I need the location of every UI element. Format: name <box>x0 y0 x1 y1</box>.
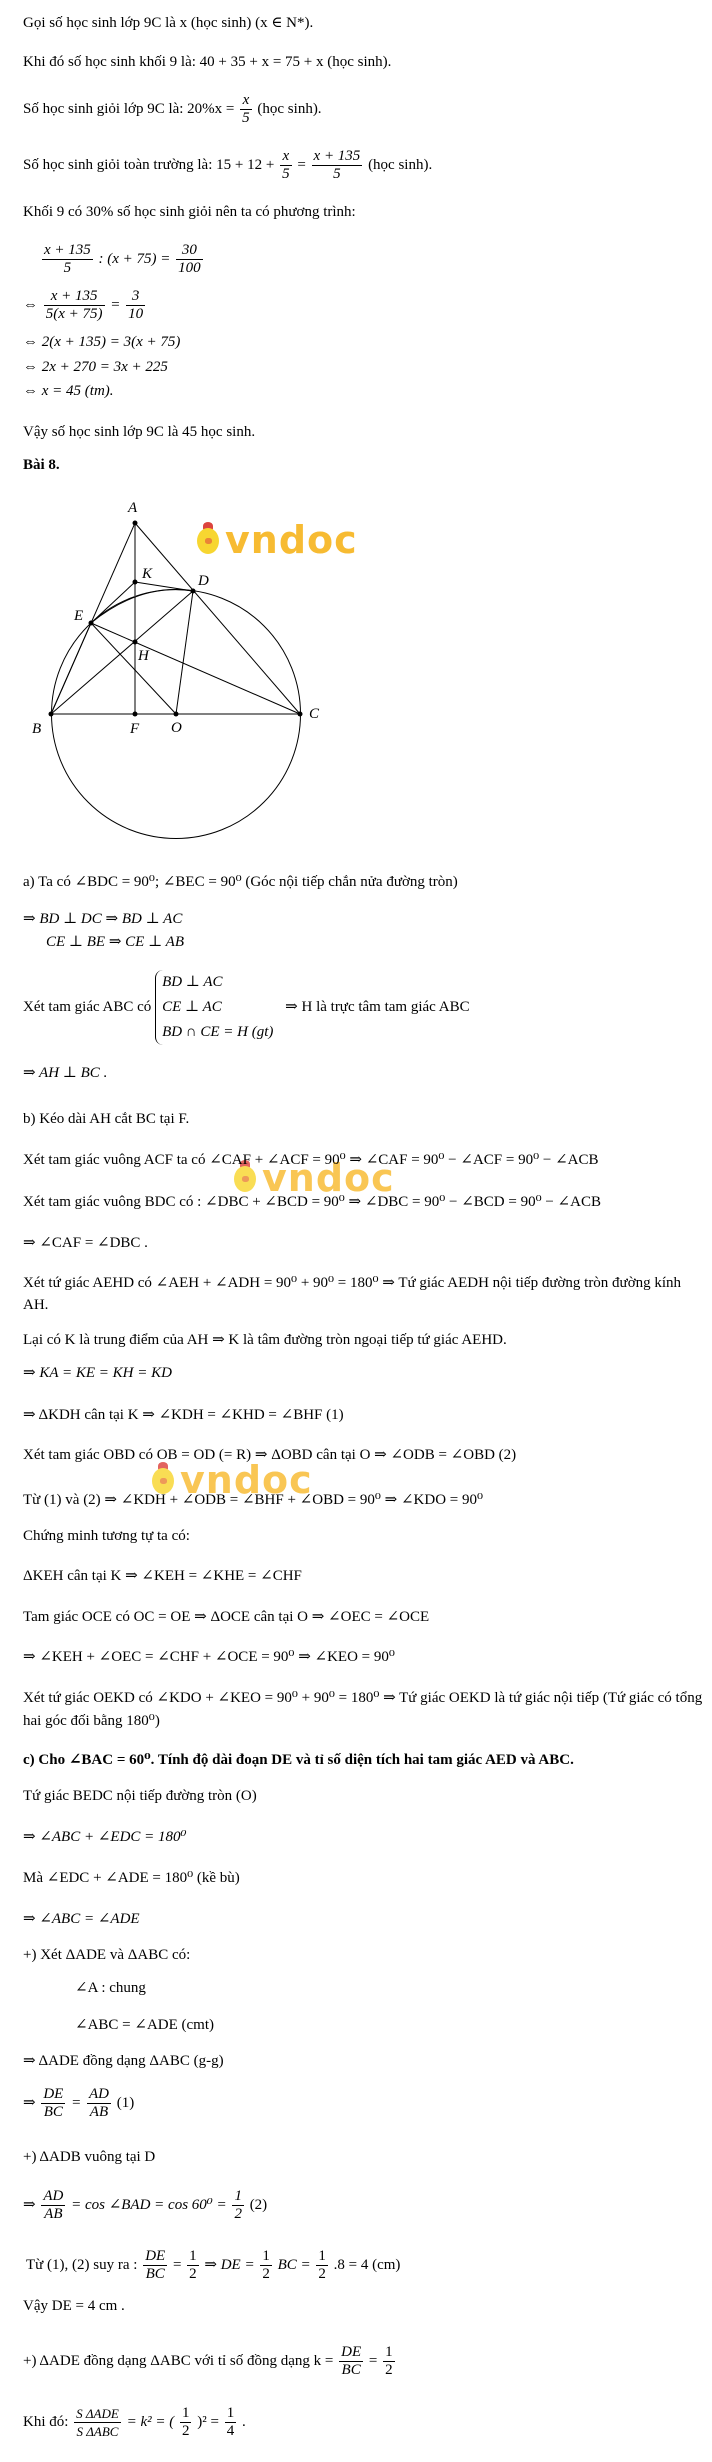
equation: ⇔ $\frac{x + 135}{5(x + 75)}$ = $\frac{3}{10}$ <box>23 288 144 322</box>
text-line: Xét tam giác OBD có OB = OD (= R) ⇒ ΔOBD cân tại O ⇒ ∠ODB = ∠OBD (2) <box>23 1447 517 1463</box>
text-line: Từ (1) và (2) ⇒ ∠KDH + ∠ODB = ∠BHF + ∠OBD = 90⁰ ⇒ ∠KDO = 90⁰ <box>23 1492 483 1508</box>
text-line: ⇒ ∠KEH + ∠OEC = ∠CHF + ∠OCE = 90⁰ ⇒ ∠KEO = 90⁰ <box>23 1649 395 1665</box>
conclusion: Vậy số học sinh lớp 9C là 45 học sinh. <box>23 424 256 440</box>
chicken-mascot-icon <box>195 522 225 558</box>
text-line: AH. <box>23 1297 49 1313</box>
text-line: b) Kéo dài AH cắt BC tại F. <box>23 1111 190 1127</box>
vndoc-watermark: vndoc <box>195 522 358 558</box>
equation: ⇒ BD ⊥ DC ⇒ BD ⊥ AC <box>23 911 183 927</box>
equation: ⇒ ∠ABC + ∠EDC = 180⁰ <box>23 1829 187 1845</box>
text-line: Khi đó số học sinh khối 9 là: 40 + 35 + x = 75 + x (học sinh). <box>23 54 392 70</box>
label-B: B <box>32 721 42 737</box>
equation: +) ΔADE đồng dạng ΔABC với tỉ số đồng dạng k = $\frac{DE}{BC}$ = $\frac{1}{2}$ <box>23 2344 393 2378</box>
text-line: Số học sinh giỏi lớp 9C là: 20%x = $\frac{x}{5}$ (học sinh). <box>23 92 322 126</box>
text-line: ⇒ ΔADE đồng dạng ΔABC (g-g) <box>23 2053 224 2069</box>
text-line: Tứ giác BEDC nội tiếp đường tròn (O) <box>23 1788 257 1804</box>
text-line: Tam giác OCE có OC = OE ⇒ ΔOCE cân tại O ⇒ ∠OEC = ∠OCE <box>23 1609 430 1625</box>
text-line: Số học sinh giỏi toàn trường là: 15 + 12 + $\frac{x}{5}$ = $\frac{x + 135}{5}$ (học sinh). <box>23 148 433 182</box>
equation: ⇒ AH ⊥ BC . <box>23 1065 108 1081</box>
text-line: ⇒ ΔKDH cân tại K ⇒ ∠KDH = ∠KHD = ∠BHF (1) <box>23 1407 344 1423</box>
text-line: Lại có K là trung điểm của AH ⇒ K là tâm đường tròn ngoại tiếp tứ giác AEHD. <box>23 1332 507 1348</box>
text-line: +) ΔADB vuông tại D <box>23 2149 156 2165</box>
equation: ⇔ 2(x + 135) = 3(x + 75) <box>23 334 181 350</box>
label-O: O <box>171 720 182 736</box>
equation: ⇔ 2x + 270 = 3x + 225 <box>23 359 168 375</box>
text-line: ∠ABC = ∠ADE (cmt) <box>75 2017 214 2033</box>
label-F: F <box>130 721 140 737</box>
equation-system: BD ⊥ AC CE ⊥ AC BD ∩ CE = H (gt) <box>155 970 273 1045</box>
label-D: D <box>198 573 209 589</box>
equation: Khi đó: $\frac{\text{S ΔADE}}{\text{S ΔABC}}$ = k² = ( $\frac{1}{2}$ )² = $\frac{1}{4}$ . <box>23 2405 246 2439</box>
label-E: E <box>74 608 84 624</box>
text-line: Chứng minh tương tự ta có: <box>23 1528 190 1544</box>
text-line: +) Xét ΔADE và ΔABC có: <box>23 1947 191 1963</box>
problem-title: Bài 8. <box>23 457 60 473</box>
equation: CE ⊥ BE ⇒ CE ⊥ AB <box>46 934 184 950</box>
text-line: Gọi số học sinh lớp 9C là x (học sinh) (x ∈ N*). <box>23 15 314 31</box>
text-line: ∠A : chung <box>75 1980 146 1996</box>
label-C: C <box>309 706 320 722</box>
vndoc-watermark: vndoc <box>150 1462 313 1498</box>
fraction: $\frac{x}{5}$ <box>242 92 250 126</box>
equation: $\frac{x + 135}{5}$ : (x + 75) = $\frac{30}{100}$ <box>44 242 201 276</box>
fraction: $\frac{x}{5}$ <box>282 148 290 182</box>
equation: ⇒ $\frac{AD}{AB}$ = cos ∠BAD = cos 60⁰ = $\frac{1}{2}$ (2) <box>23 2188 268 2222</box>
text-line: a) Ta có ∠BDC = 90⁰; ∠BEC = 90⁰ (Góc nội tiếp chắn nửa đường tròn) <box>23 874 458 890</box>
text-line: Xét tam giác vuông ACF ta có ∠CAF + ∠ACF = 90⁰ ⇒ ∠CAF = 90⁰ − ∠ACF = 90⁰ − ∠ACB <box>23 1152 599 1168</box>
label-A: A <box>128 500 138 516</box>
equation: ⇒ ∠ABC = ∠ADE <box>23 1911 140 1927</box>
text-line: ⇒ ∠CAF = ∠DBC . <box>23 1235 148 1251</box>
part-c-heading: c) Cho ∠BAC = 60⁰. Tính độ dài đoạn DE và tỉ số diện tích hai tam giác AED và ABC. <box>23 1752 574 1768</box>
label-H: H <box>138 648 149 664</box>
label-K: K <box>142 566 153 582</box>
text-line: ΔKEH cân tại K ⇒ ∠KEH = ∠KHE = ∠CHF <box>23 1568 302 1584</box>
fraction: $\frac{x + 135}{5}$ <box>313 148 361 182</box>
text-line: Khối 9 có 30% số học sinh giỏi nên ta có phương trình: <box>23 204 356 220</box>
text-line: Mà ∠EDC + ∠ADE = 180⁰ (kề bù) <box>23 1870 240 1886</box>
text-line: hai góc đối bằng 180⁰) <box>23 1713 160 1729</box>
text-line: Xét tứ giác OEKD có ∠KDO + ∠KEO = 90⁰ + 90⁰ = 180⁰ ⇒ Tứ giác OEKD là tứ giác nội tiếp (Tứ giác có tổng <box>23 1690 703 1706</box>
system-line: Xét tam giác ABC có BD ⊥ AC CE ⊥ AC BD ∩ CE = H (gt) ⇒ H là trực tâm tam giác ABC <box>23 970 470 1045</box>
text-line: Vậy DE = 4 cm . <box>23 2298 125 2314</box>
equation: ⇔ x = 45 (tm). <box>23 383 114 399</box>
vndoc-watermark: vndoc <box>232 1160 395 1196</box>
text-line: Xét tứ giác AEHD có ∠AEH + ∠ADH = 90⁰ + 90⁰ = 180⁰ ⇒ Tứ giác AEDH nội tiếp đường tròn đường kính <box>23 1275 682 1291</box>
equation: ⇒ $\frac{DE}{BC}$ = $\frac{AD}{AB}$ (1) <box>23 2086 135 2120</box>
text: Số học sinh giỏi lớp 9C là: 20%x = <box>23 100 235 117</box>
equation: ⇒ KA = KE = KH = KD <box>23 1365 172 1381</box>
equation: Từ (1), (2) suy ra : $\frac{DE}{BC}$ = $\frac{1}{2}$ ⇒ DE = $\frac{1}{2}$ BC = $\frac{1}{2}$ .8 = 4 (cm) <box>26 2248 401 2282</box>
text-line: Xét tam giác vuông BDC có : ∠DBC + ∠BCD = 90⁰ ⇒ ∠DBC = 90⁰ − ∠BCD = 90⁰ − ∠ACB <box>23 1194 601 1210</box>
